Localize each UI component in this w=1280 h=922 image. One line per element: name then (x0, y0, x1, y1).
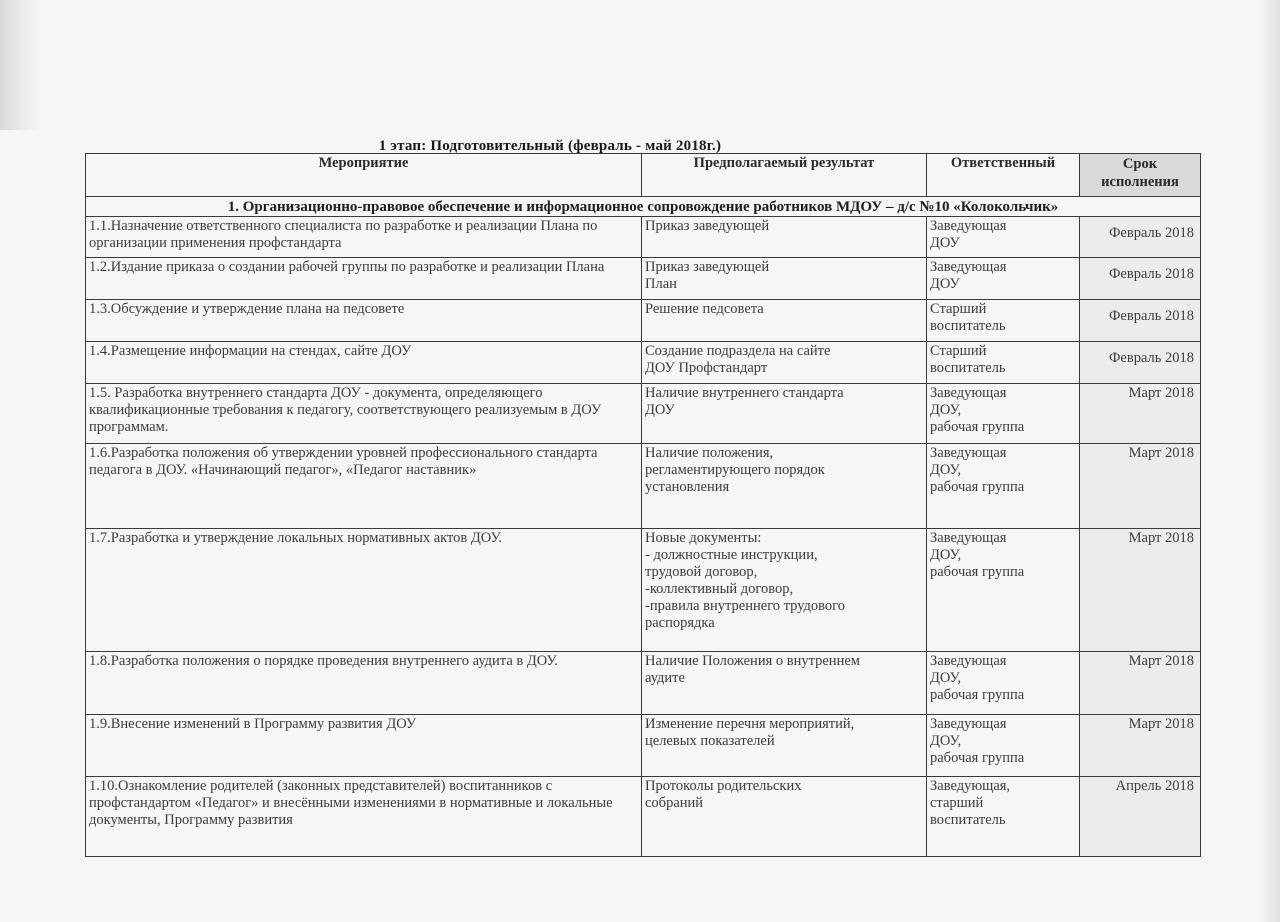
result-cell: Приказ заведующей План (642, 258, 927, 300)
event-cell: 1.2.Издание приказа о создании рабочей группы по разработке и реализации Плана (86, 258, 642, 300)
event-cell: 1.3.Обсуждение и утверждение плана на педсовете (86, 300, 642, 342)
table-row (86, 342, 1201, 384)
stage-title: 1 этап: Подготовительный (февраль - май 2018г.) (378, 138, 722, 154)
deadline-cell: Март 2018 (1080, 652, 1201, 715)
event-cell: 1.1.Назначение ответственного специалиста по разработке и реализации Плана по организации применения профстандарта (86, 217, 642, 258)
table-row (86, 652, 1201, 715)
header-responsible: Ответственный (927, 154, 1080, 197)
responsible-cell: Заведующая ДОУ (927, 258, 1080, 300)
deadline-cell: Март 2018 (1080, 444, 1201, 529)
result-cell: Протоколы родительских собраний (642, 777, 927, 857)
header-row (86, 154, 1201, 197)
responsible-cell: Заведующая, старший воспитатель (927, 777, 1080, 857)
result-cell: Наличие положения, регламентирующего порядок установления (642, 444, 927, 529)
result-cell: Наличие внутреннего стандарта ДОУ (642, 384, 927, 444)
result-cell: Изменение перечня мероприятий, целевых показателей (642, 715, 927, 777)
scan-shadow-left (0, 0, 40, 130)
responsible-cell: Старший воспитатель (927, 300, 1080, 342)
event-cell: 1.9.Внесение изменений в Программу развития ДОУ (86, 715, 642, 777)
table-row (86, 217, 1201, 258)
table-row (86, 384, 1201, 444)
table-row (86, 444, 1201, 529)
event-cell: 1.7.Разработка и утверждение локальных нормативных актов ДОУ. (86, 529, 642, 652)
event-cell: 1.5. Разработка внутреннего стандарта ДОУ - документа, определяющего квалификационные требования к педагогу, соответствующего реализуемым в ДОУ программам. (86, 384, 642, 444)
table-row (86, 529, 1201, 652)
responsible-cell: Заведующая ДОУ, рабочая группа (927, 529, 1080, 652)
deadline-cell: Март 2018 (1080, 529, 1201, 652)
event-cell: 1.4.Размещение информации на стендах, сайте ДОУ (86, 342, 642, 384)
deadline-cell: Февраль 2018 (1080, 300, 1201, 342)
deadline-cell: Март 2018 (1080, 384, 1201, 444)
table-row (86, 300, 1201, 342)
header-deadline: Срок исполнения (1080, 154, 1201, 197)
table-row (86, 715, 1201, 777)
table-row (86, 258, 1201, 300)
responsible-cell: Заведующая ДОУ, рабочая группа (927, 444, 1080, 529)
table-row (86, 777, 1201, 857)
plan-table (85, 153, 1201, 857)
responsible-cell: Заведующая ДОУ, рабочая группа (927, 384, 1080, 444)
deadline-cell: Февраль 2018 (1080, 217, 1201, 258)
result-cell: Приказ заведующей (642, 217, 927, 258)
result-cell: Решение педсовета (642, 300, 927, 342)
event-cell: 1.8.Разработка положения о порядке проведения внутреннего аудита в ДОУ. (86, 652, 642, 715)
event-cell: 1.10.Ознакомление родителей (законных представителей) воспитанников с профстандартом «Педагог» и внесёнными изменениями в нормативные и локальные документы, Программу развития (86, 777, 642, 857)
result-cell: Наличие Положения о внутреннем аудите (642, 652, 927, 715)
deadline-cell: Апрель 2018 (1080, 777, 1201, 857)
deadline-cell: Февраль 2018 (1080, 342, 1201, 384)
header-event: Мероприятие (86, 154, 642, 197)
section-row (86, 197, 1201, 217)
responsible-cell: Старший воспитатель (927, 342, 1080, 384)
responsible-cell: Заведующая ДОУ (927, 217, 1080, 258)
deadline-cell: Февраль 2018 (1080, 258, 1201, 300)
scan-shadow-right (1258, 0, 1280, 922)
section-title: 1. Организационно-правовое обеспечение и информационное сопровождение работников МДОУ – д/с №10 «Колокольчик» (86, 197, 1201, 217)
event-cell: 1.6.Разработка положения об утверждении уровней профессионального стандарта педагога в ДОУ. «Начинающий педагог», «Педагог наставник» (86, 444, 642, 529)
deadline-cell: Март 2018 (1080, 715, 1201, 777)
header-result: Предполагаемый результат (642, 154, 927, 197)
responsible-cell: Заведующая ДОУ, рабочая группа (927, 715, 1080, 777)
result-cell: Новые документы: - должностные инструкции, трудовой договор, -коллективный договор, -правила внутреннего трудового распорядка (642, 529, 927, 652)
result-cell: Создание подраздела на сайте ДОУ Профстандарт (642, 342, 927, 384)
responsible-cell: Заведующая ДОУ, рабочая группа (927, 652, 1080, 715)
